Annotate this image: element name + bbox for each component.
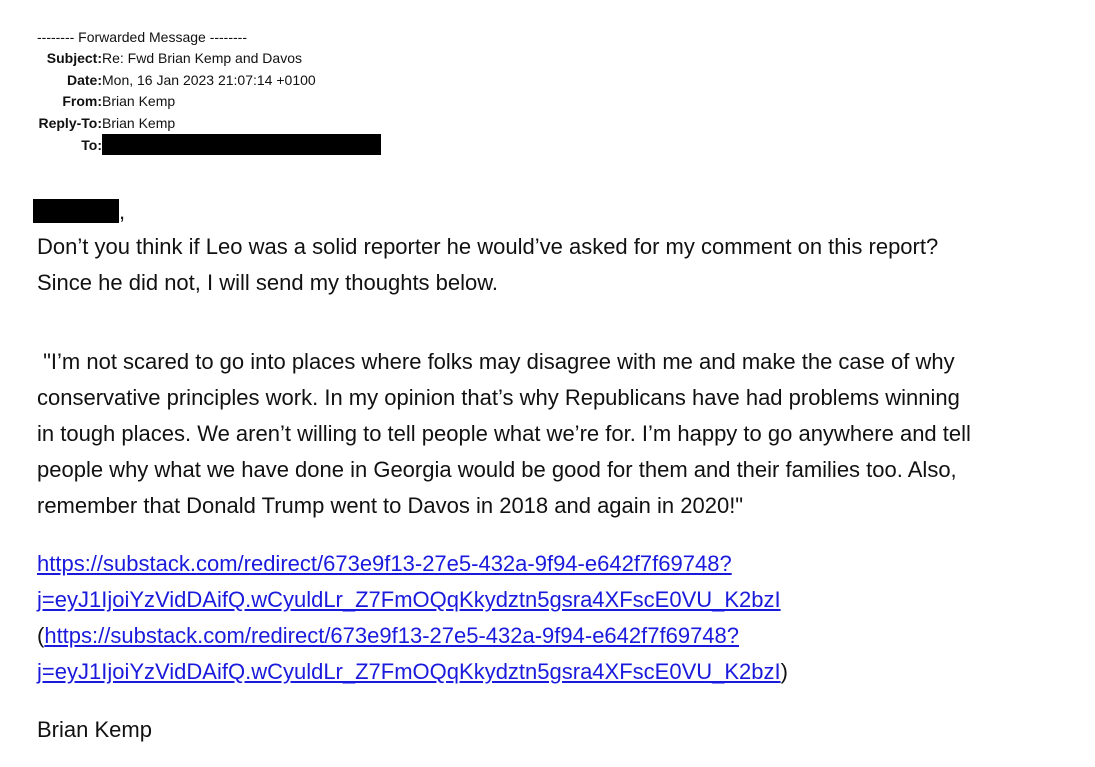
quote-line-2: conservative principles work. In my opinion that’s why Republicans have had problems winning (37, 385, 960, 410)
substack-link-repeat-part-2[interactable]: j=eyJ1IjoiYzVidDAifQ.wCyuldLr_Z7FmOQqKkydztn5gsra4XFscE0VU_K2bzI (37, 659, 781, 684)
paragraph1-line-2: Since he did not, I will send my thoughts below. (37, 270, 499, 295)
to-redaction-bar (102, 134, 381, 155)
date-value: Mon, 16 Jan 2023 21:07:14 +0100 (102, 72, 316, 88)
signature: Brian Kemp (37, 717, 152, 742)
subject-value: Re: Fwd Brian Kemp and Davos (102, 50, 302, 66)
substack-link-line-2[interactable] (37, 582, 781, 618)
substack-link-repeat-line-1[interactable] (37, 618, 739, 654)
quote-line-4: people why what we have done in Georgia would be good for them and their families too. Also, (37, 457, 957, 482)
from-value: Brian Kemp (102, 93, 176, 109)
substack-link-line-1[interactable] (37, 546, 732, 582)
quote-line-3: in tough places. We aren’t willing to tell people what we’re for. I’m happy to go anywhere and tell (37, 421, 971, 446)
paragraph1-line-1: Don’t you think if Leo was a solid reporter he would’ve asked for my comment on this report? (37, 234, 939, 259)
reply-to-label: Reply-To: (38, 115, 102, 131)
substack-link-repeat-line-2[interactable] (37, 654, 788, 690)
close-paren: ) (780, 659, 788, 684)
reply-to-value: Brian Kemp (102, 115, 176, 131)
open-paren: ( (37, 623, 45, 648)
to-label: To: (81, 137, 102, 153)
substack-link-part-1[interactable]: https://substack.com/redirect/673e9f13-27e5-432a-9f94-e642f7f69748? (37, 551, 732, 576)
greeting-redaction-bar (33, 199, 119, 223)
substack-link-repeat-part-1[interactable]: https://substack.com/redirect/673e9f13-27e5-432a-9f94-e642f7f69748? (44, 623, 740, 648)
forwarded-message-line: -------- Forwarded Message -------- (37, 29, 247, 45)
greeting-comma: , (119, 199, 126, 224)
quote-line-5: remember that Donald Trump went to Davos in 2018 and again in 2020!" (37, 493, 744, 518)
subject-label: Subject: (46, 50, 102, 66)
date-label: Date: (66, 72, 102, 88)
substack-link-part-2[interactable]: j=eyJ1IjoiYzVidDAifQ.wCyuldLr_Z7FmOQqKkydztn5gsra4XFscE0VU_K2bzI (37, 587, 781, 612)
from-label: From: (62, 93, 102, 109)
quote-line-1: "I’m not scared to go into places where folks may disagree with me and make the case of why (37, 349, 955, 374)
